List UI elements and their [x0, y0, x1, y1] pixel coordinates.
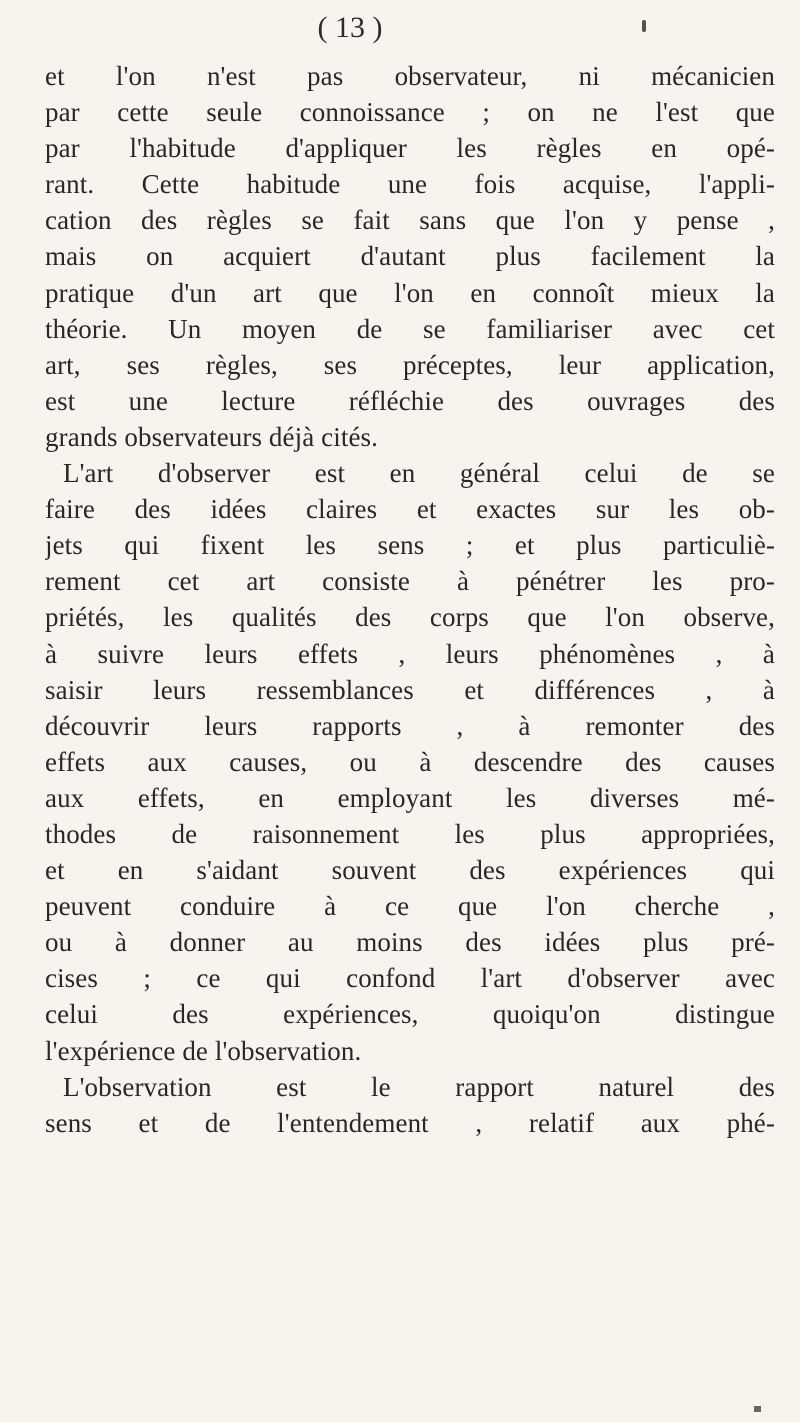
body-text — [45, 58, 775, 1141]
text-line: l'expérience de l'observation. — [45, 1035, 362, 1066]
text-line: peuvent conduire à ce que l'on cherche , — [45, 891, 775, 922]
text-line: aux effets, en employant les diverses mé- — [45, 782, 775, 813]
text-line: art, ses règles, ses préceptes, leur application, — [45, 349, 775, 380]
text-line: jets qui fixent les sens ; et plus particuliè- — [45, 530, 775, 561]
text-line: L'art d'observer est en général celui de se — [63, 458, 775, 489]
text-line: et l'on n'est pas observateur, ni mécanicien — [45, 61, 775, 91]
text-line: théorie. Un moyen de se familiariser avec cet — [45, 313, 775, 344]
text-line: est une lecture réfléchie des ouvrages des — [45, 385, 775, 416]
text-line: rant. Cette habitude une fois acquise, l'appli- — [45, 169, 775, 200]
text-line: priétés, les qualités des corps que l'on observe, — [45, 602, 775, 633]
text-line: ou à donner au moins des idées plus pré- — [45, 927, 775, 958]
scan-artifact — [754, 1406, 761, 1412]
text-line: cation des règles se fait sans que l'on y pense , — [45, 205, 775, 236]
text-line: découvrir leurs rapports , à remonter des — [45, 710, 775, 741]
page-header — [0, 8, 800, 48]
text-line: faire des idées claires et exactes sur les ob- — [45, 494, 775, 525]
text-line: grands observateurs déjà cités. — [45, 421, 378, 452]
page-number: ( 13 ) — [317, 11, 383, 44]
text-line: mais on acquiert d'autant plus facilement la — [45, 241, 775, 272]
ink-mark — [642, 20, 646, 32]
text-line: L'observation est le rapport naturel des — [63, 1071, 775, 1102]
text-line: par l'habitude d'appliquer les règles en opé- — [45, 133, 775, 164]
text-line: par cette seule connoissance ; on ne l'est que — [45, 97, 775, 128]
text-line: thodes de raisonnement les plus appropriées, — [45, 818, 775, 849]
text-line: saisir leurs ressemblances et différences , à — [45, 674, 775, 705]
text-line: rement cet art consiste à pénétrer les pro- — [45, 566, 775, 597]
text-line: pratique d'un art que l'on en connoît mieux la — [45, 277, 775, 308]
text-line: cises ; ce qui confond l'art d'observer avec — [45, 963, 775, 994]
text-line: celui des expériences, quoiqu'on distingue — [45, 999, 775, 1030]
text-line: à suivre leurs effets , leurs phénomènes , à — [45, 638, 775, 669]
text-line: sens et de l'entendement , relatif aux phé- — [45, 1107, 775, 1138]
text-line: effets aux causes, ou à descendre des causes — [45, 746, 775, 777]
text-line: et en s'aidant souvent des expériences qui — [45, 855, 775, 886]
